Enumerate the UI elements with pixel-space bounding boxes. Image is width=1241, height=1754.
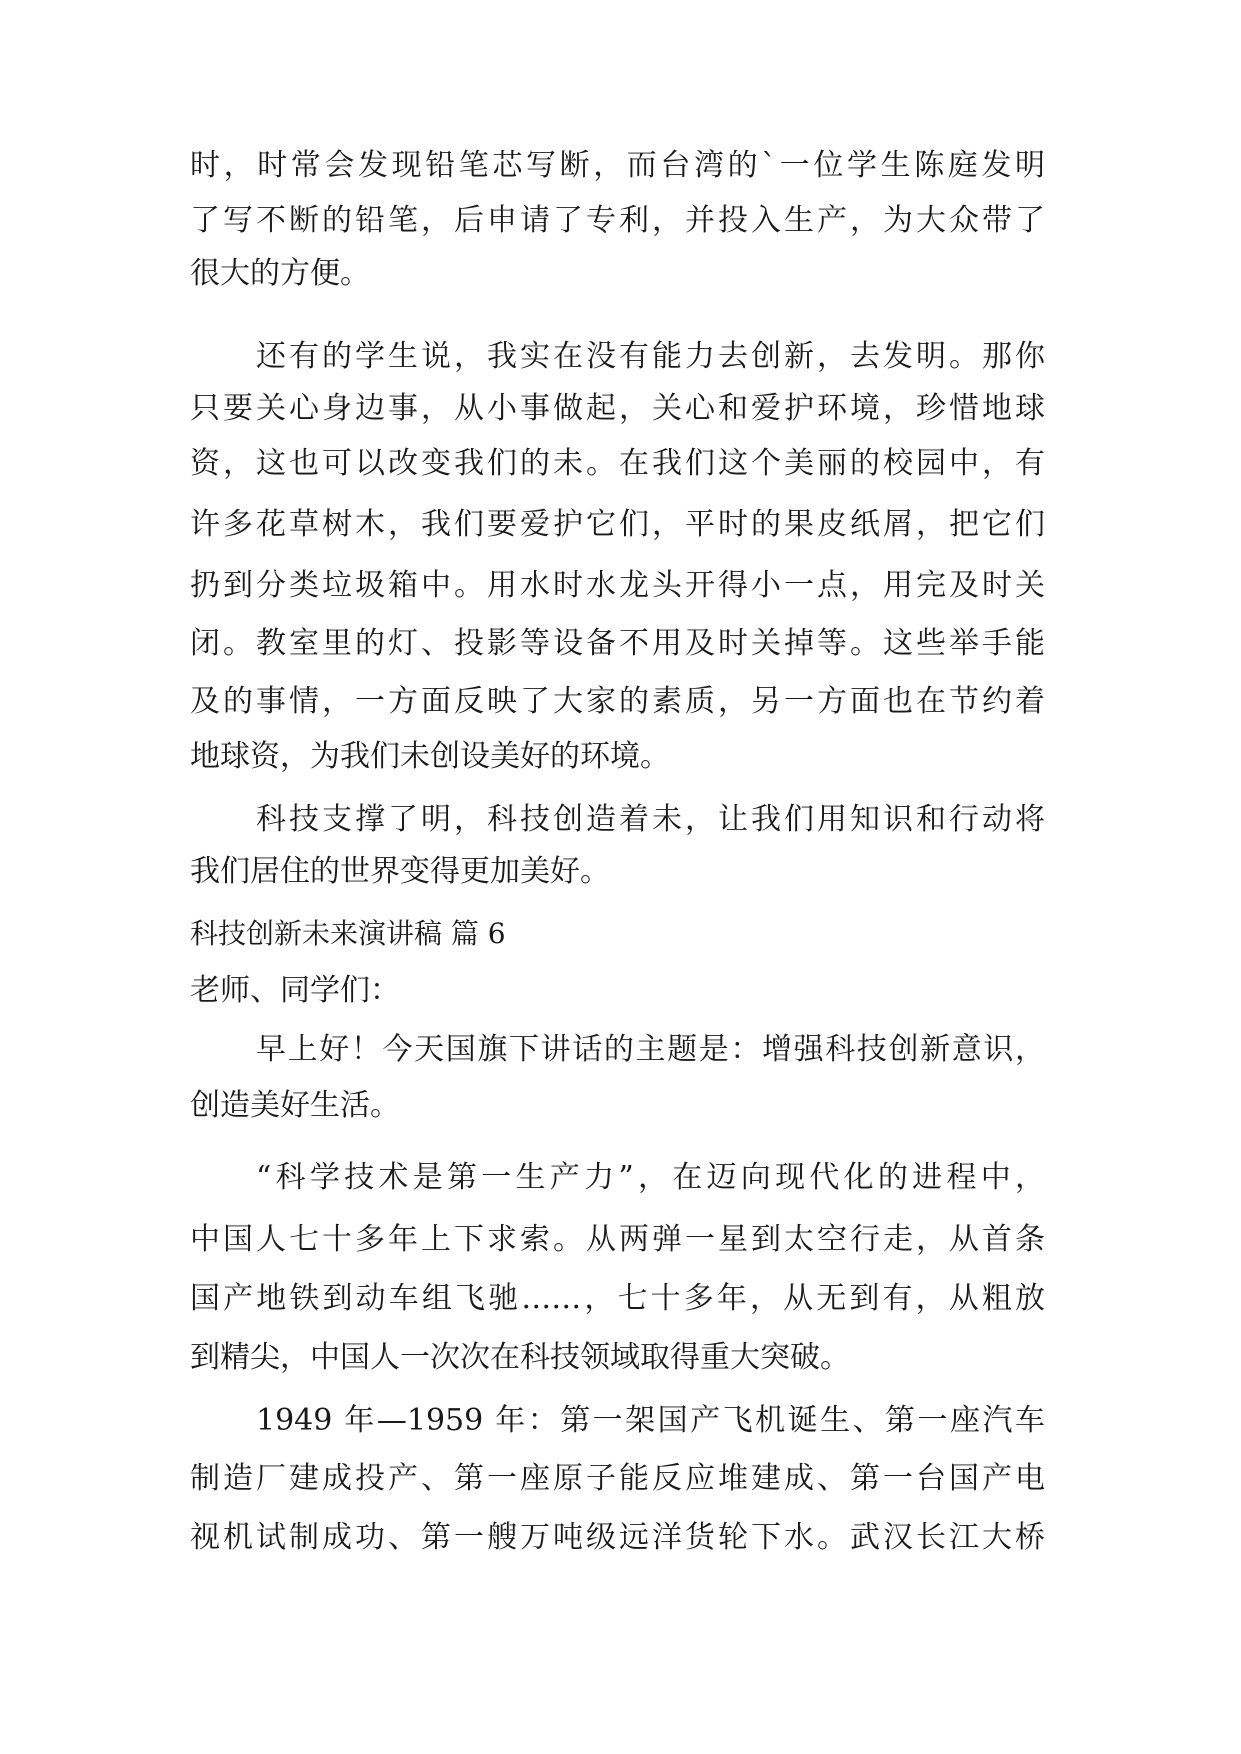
section-heading: 科技创新未来演讲稿 篇 6 xyxy=(190,917,506,950)
paragraph-line: 许多花草树木，我们要爱护它们，平时的果皮纸屑，把它们 xyxy=(190,507,1045,542)
paragraph-line: 地球资，为我们未创设美好的环境。 xyxy=(190,739,670,774)
salutation: 老师、同学们： xyxy=(190,973,400,1008)
paragraph-line: “科学技术是第一生产力”，在迈向现代化的进程中， xyxy=(256,1160,1045,1195)
paragraph-line: 中国人七十多年上下求索。从两弹一星到太空行走，从首条 xyxy=(190,1222,1045,1257)
paragraph-line: 国产地铁到动车组飞驰……，七十多年，从无到有，从粗放 xyxy=(190,1281,1045,1316)
paragraph-line: 早上好！今天国旗下讲话的主题是：增强科技创新意识， xyxy=(256,1032,1045,1067)
paragraph-line: 视机试制成功、第一艘万吨级远洋货轮下水。武汉长江大桥 xyxy=(190,1520,1045,1555)
paragraph-line: 资，这也可以改变我们的未。在我们这个美丽的校园中，有 xyxy=(190,446,1045,481)
paragraph-line: 1949 年—1959 年：第一架国产飞机诞生、第一座汽车 xyxy=(256,1403,1045,1438)
paragraph-line: 很大的方便。 xyxy=(190,256,370,291)
paragraph-line: 制造厂建成投产、第一座原子能反应堆建成、第一台国产电 xyxy=(190,1461,1045,1496)
paragraph-line: 到精尖，中国人一次次在科技领域取得重大突破。 xyxy=(190,1340,850,1375)
paragraph-line: 科技支撑了明，科技创造着未，让我们用知识和行动将 xyxy=(256,802,1045,837)
paragraph-line: 了写不断的铅笔，后申请了专利，并投入生产，为大众带了 xyxy=(190,203,1045,238)
paragraph-line: 及的事情，一方面反映了大家的素质，另一方面也在节约着 xyxy=(190,684,1045,719)
paragraph-line: 创造美好生活。 xyxy=(190,1088,400,1123)
paragraph-line: 闭。教室里的灯、投影等设备不用及时关掉等。这些举手能 xyxy=(190,626,1045,661)
paragraph-line: 时，时常会发现铅笔芯写断，而台湾的`一位学生陈庭发明 xyxy=(190,148,1045,183)
paragraph-line: 还有的学生说，我实在没有能力去创新，去发明。那你 xyxy=(256,339,1045,374)
paragraph-line: 只要关心身边事，从小事做起，关心和爱护环境，珍惜地球 xyxy=(190,391,1045,426)
paragraph-line: 我们居住的世界变得更加美好。 xyxy=(190,854,610,889)
paragraph-line: 扔到分类垃圾箱中。用水时水龙头开得小一点，用完及时关 xyxy=(190,568,1045,603)
